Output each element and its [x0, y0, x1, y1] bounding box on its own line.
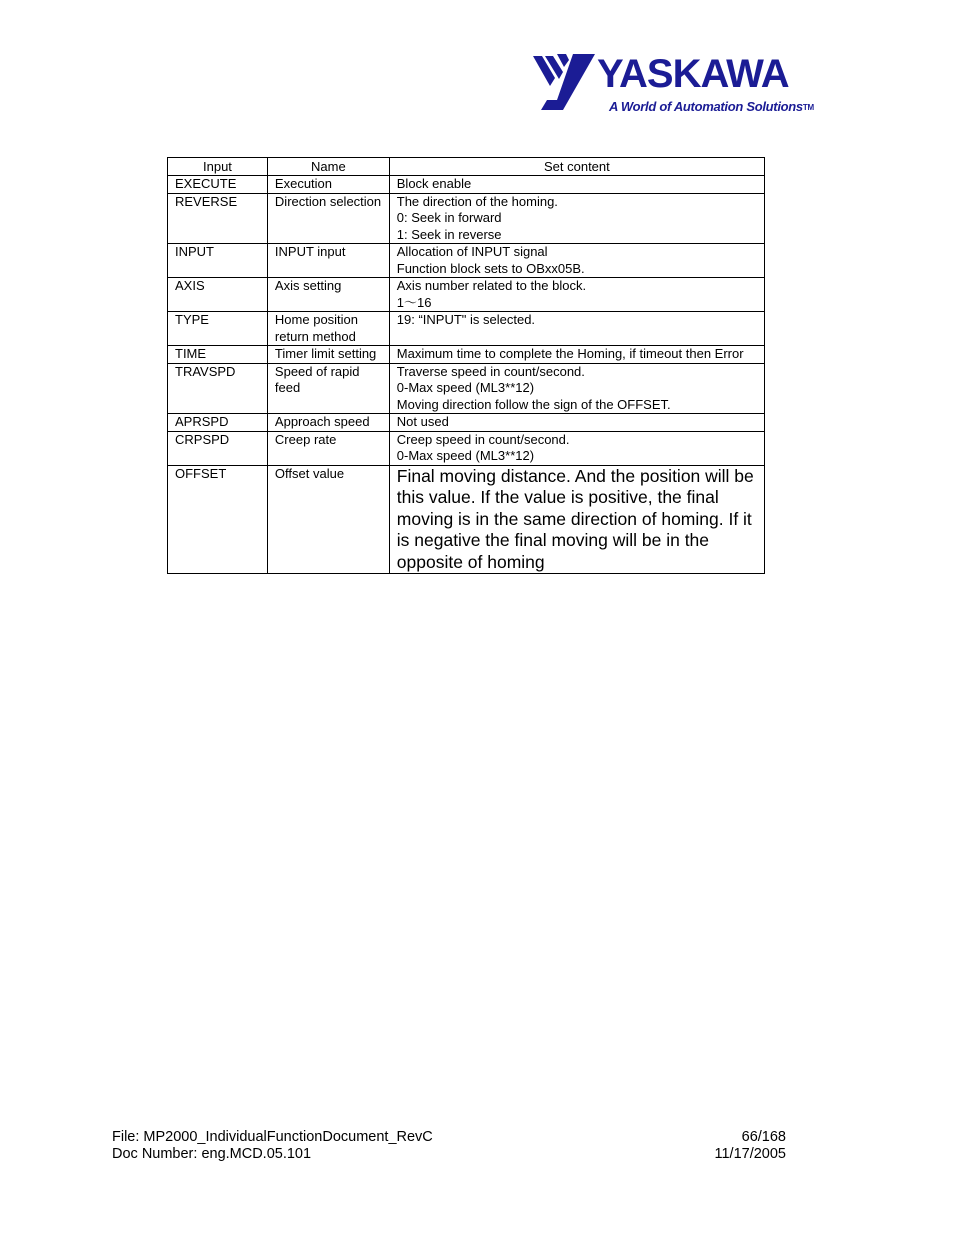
cell-name: Creep rate [267, 431, 389, 465]
cell-name: Approach speed [267, 414, 389, 432]
cell-name: Speed of rapid feed [267, 363, 389, 414]
cell-content: Block enable [389, 176, 764, 194]
cell-content: Not used [389, 414, 764, 432]
cell-input: TIME [168, 346, 268, 364]
table-row [168, 346, 765, 364]
yaskawa-logo [533, 52, 823, 122]
cell-content: 19: “INPUT" is selected. [389, 312, 764, 346]
table-row [168, 193, 765, 244]
table-row [168, 312, 765, 346]
cell-name: Offset value [267, 465, 389, 574]
column-header-set-content: Set content [389, 158, 764, 176]
table-row [168, 278, 765, 312]
table-row [168, 363, 765, 414]
cell-name: Direction selection [267, 193, 389, 244]
cell-content: Axis number related to the block. 1～16 [389, 278, 764, 312]
cell-input: OFFSET [168, 465, 268, 574]
cell-input: INPUT [168, 244, 268, 278]
cell-content: Creep speed in count/second. 0-Max speed (ML3**12) [389, 431, 764, 465]
cell-input: APRSPD [168, 414, 268, 432]
brand-name: YASKAWA [597, 52, 789, 96]
trademark-mark: TM [802, 103, 814, 112]
footer-date: 11/17/2005 [714, 1146, 786, 1162]
footer-page-info [700, 1129, 786, 1163]
column-header-input: Input [168, 158, 268, 176]
cell-name: Execution [267, 176, 389, 194]
cell-content: Allocation of INPUT signal Function block sets to OBxx05B. [389, 244, 764, 278]
cell-input: TYPE [168, 312, 268, 346]
footer-file-info [112, 1129, 433, 1163]
brand-tagline: A World of Automation SolutionsTM [609, 99, 814, 114]
cell-content: The direction of the homing. 0: Seek in forward 1: Seek in reverse [389, 193, 764, 244]
table-row [168, 465, 765, 574]
cell-name: Home position return method [267, 312, 389, 346]
cell-input: TRAVSPD [168, 363, 268, 414]
cell-input: EXECUTE [168, 176, 268, 194]
footer-doc-number: Doc Number: eng.MCD.05.101 [112, 1146, 312, 1162]
table-row [168, 431, 765, 465]
cell-content: Final moving distance. And the position will be this value. If the value is positive, the final moving is in the same direction of homing. If it is negative the final moving will be in the opposite of homing [389, 465, 764, 574]
cell-name: Axis setting [267, 278, 389, 312]
table-row [168, 176, 765, 194]
table-row [168, 244, 765, 278]
cell-name: INPUT input [267, 244, 389, 278]
yaskawa-logo-mark-icon [533, 52, 597, 112]
cell-name: Timer limit setting [267, 346, 389, 364]
footer-file: File: MP2000_IndividualFunctionDocument_RevC [112, 1129, 433, 1145]
cell-input: CRPSPD [168, 431, 268, 465]
cell-content: Traverse speed in count/second. 0-Max speed (ML3**12) Moving direction follow the sign of the OFFSET. [389, 363, 764, 414]
table-header-row [168, 158, 765, 176]
cell-content: Maximum time to complete the Homing, if timeout then Error [389, 346, 764, 364]
column-header-name: Name [267, 158, 389, 176]
table-row [168, 414, 765, 432]
parameter-table [167, 157, 765, 574]
footer-page-number: 66/168 [741, 1129, 786, 1145]
cell-input: AXIS [168, 278, 268, 312]
cell-input: REVERSE [168, 193, 268, 244]
